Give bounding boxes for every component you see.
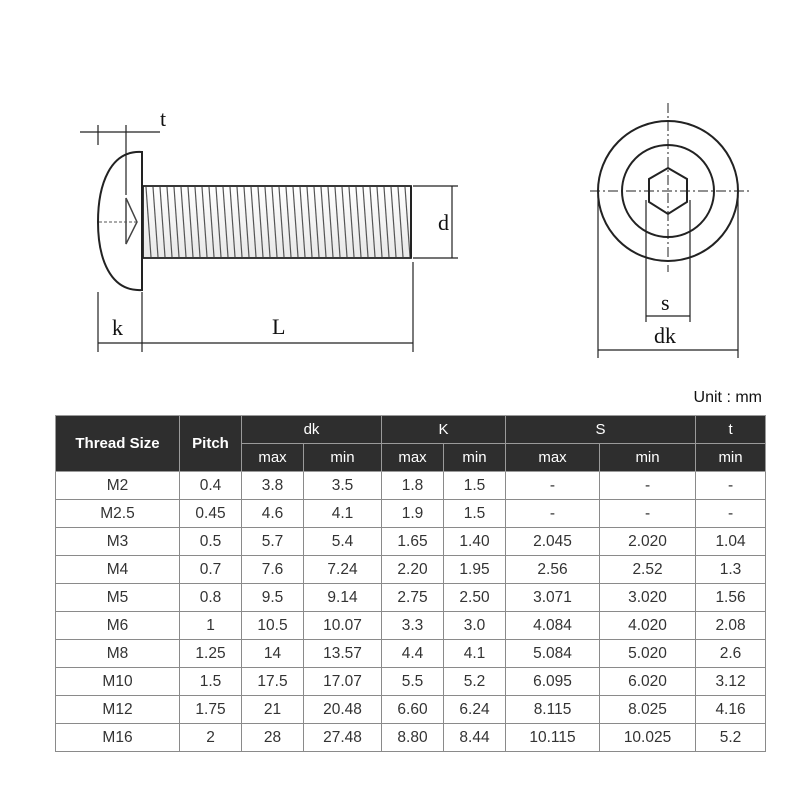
table-cell: 1.65 [382, 528, 444, 556]
table-cell: 1.40 [444, 528, 506, 556]
label-L: L [272, 314, 286, 339]
table-row [56, 472, 766, 500]
table-cell: 6.020 [600, 668, 696, 696]
table-cell: 14 [242, 640, 304, 668]
table-cell: 13.57 [304, 640, 382, 668]
thread-size-cell: M5 [56, 584, 180, 612]
dimension-d [413, 186, 458, 258]
table-cell: 27.48 [304, 724, 382, 752]
table-cell: 20.48 [304, 696, 382, 724]
table-cell: 5.2 [696, 724, 766, 752]
thread-size-cell: M16 [56, 724, 180, 752]
table-cell: 1.9 [382, 500, 444, 528]
table-cell: 0.4 [180, 472, 242, 500]
table-cell: 1.3 [696, 556, 766, 584]
table-cell: 7.24 [304, 556, 382, 584]
subheader-cell: max [242, 444, 304, 472]
subheader-cell: min [444, 444, 506, 472]
screw-head [98, 152, 142, 290]
table-cell: - [506, 472, 600, 500]
thread-size-cell: M2.5 [56, 500, 180, 528]
header-pitch: Pitch [180, 416, 242, 472]
thread-size-cell: M4 [56, 556, 180, 584]
table-cell: - [696, 472, 766, 500]
table-cell: 8.80 [382, 724, 444, 752]
header-S: S [506, 416, 696, 444]
table-cell: 2.52 [600, 556, 696, 584]
subheader-cell: max [382, 444, 444, 472]
table-cell: 0.5 [180, 528, 242, 556]
table-cell: 17.5 [242, 668, 304, 696]
table-cell: 8.025 [600, 696, 696, 724]
table-cell: - [600, 500, 696, 528]
thread-size-cell: M6 [56, 612, 180, 640]
thread-size-cell: M12 [56, 696, 180, 724]
table-cell: 28 [242, 724, 304, 752]
table-cell: 5.084 [506, 640, 600, 668]
table-cell: 1.5 [444, 500, 506, 528]
header-t: t [696, 416, 766, 444]
table-cell: - [600, 472, 696, 500]
table-cell: - [696, 500, 766, 528]
table-cell: 2.56 [506, 556, 600, 584]
table-cell: 21 [242, 696, 304, 724]
table-cell: 10.5 [242, 612, 304, 640]
table-row [56, 500, 766, 528]
unit-label: Unit : mm [693, 389, 762, 406]
table-cell: 4.4 [382, 640, 444, 668]
table-cell: 5.7 [242, 528, 304, 556]
table-cell: 4.1 [444, 640, 506, 668]
table-cell: 3.12 [696, 668, 766, 696]
table-cell: 2 [180, 724, 242, 752]
thread-size-cell: M3 [56, 528, 180, 556]
label-d: d [438, 210, 449, 235]
thread-size-cell: M10 [56, 668, 180, 696]
table-cell: 5.4 [304, 528, 382, 556]
table-cell: 9.14 [304, 584, 382, 612]
table-cell: 3.8 [242, 472, 304, 500]
table-cell: 6.24 [444, 696, 506, 724]
table-cell: 2.020 [600, 528, 696, 556]
subheader-cell: max [506, 444, 600, 472]
dimension-k-L [98, 262, 413, 352]
table-cell: 4.16 [696, 696, 766, 724]
table-cell: 5.020 [600, 640, 696, 668]
table-cell: 1.5 [444, 472, 506, 500]
table-cell: 9.5 [242, 584, 304, 612]
table-cell: 4.6 [242, 500, 304, 528]
table-row [56, 724, 766, 752]
screw-drawing [0, 0, 800, 390]
table-cell: - [506, 500, 600, 528]
table-cell: 0.45 [180, 500, 242, 528]
table-cell: 3.020 [600, 584, 696, 612]
table-row [56, 640, 766, 668]
table-cell: 5.2 [444, 668, 506, 696]
table-cell: 2.75 [382, 584, 444, 612]
table-cell: 4.1 [304, 500, 382, 528]
table-cell: 5.5 [382, 668, 444, 696]
label-s: s [661, 290, 670, 315]
table-cell: 10.07 [304, 612, 382, 640]
screw-side-view [98, 152, 411, 290]
table-cell: 1.5 [180, 668, 242, 696]
table-row [56, 696, 766, 724]
header-dk: dk [242, 416, 382, 444]
table-cell: 1.95 [444, 556, 506, 584]
table-cell: 10.115 [506, 724, 600, 752]
label-t: t [160, 106, 167, 131]
table-cell: 2.20 [382, 556, 444, 584]
table-row [56, 584, 766, 612]
table-cell: 6.095 [506, 668, 600, 696]
table-cell: 8.115 [506, 696, 600, 724]
table-cell: 17.07 [304, 668, 382, 696]
table-cell: 2.6 [696, 640, 766, 668]
table-cell: 3.5 [304, 472, 382, 500]
table-cell: 2.08 [696, 612, 766, 640]
table-cell: 1 [180, 612, 242, 640]
table-cell: 4.084 [506, 612, 600, 640]
table-row [56, 668, 766, 696]
table-cell: 0.8 [180, 584, 242, 612]
table-cell: 3.071 [506, 584, 600, 612]
table-cell: 7.6 [242, 556, 304, 584]
table-cell: 1.75 [180, 696, 242, 724]
table-cell: 3.3 [382, 612, 444, 640]
table-cell: 1.56 [696, 584, 766, 612]
subheader-cell: min [600, 444, 696, 472]
table-cell: 6.60 [382, 696, 444, 724]
table-row [56, 612, 766, 640]
screw-front-view [590, 103, 750, 272]
table-row [56, 528, 766, 556]
table-cell: 1.25 [180, 640, 242, 668]
thread-size-cell: M2 [56, 472, 180, 500]
label-dk: dk [654, 323, 676, 348]
table-cell: 2.045 [506, 528, 600, 556]
table-cell: 0.7 [180, 556, 242, 584]
table-cell: 8.44 [444, 724, 506, 752]
table-cell: 2.50 [444, 584, 506, 612]
table-cell: 1.8 [382, 472, 444, 500]
header-thread-size: Thread Size [56, 416, 180, 472]
table-row [56, 556, 766, 584]
header-K: K [382, 416, 506, 444]
table-cell: 4.020 [600, 612, 696, 640]
label-k: k [112, 315, 123, 340]
subheader-cell: min [696, 444, 766, 472]
table-cell: 10.025 [600, 724, 696, 752]
subheader-cell: min [304, 444, 382, 472]
table-cell: 1.04 [696, 528, 766, 556]
spec-table [55, 415, 766, 752]
thread-size-cell: M8 [56, 640, 180, 668]
table-cell: 3.0 [444, 612, 506, 640]
